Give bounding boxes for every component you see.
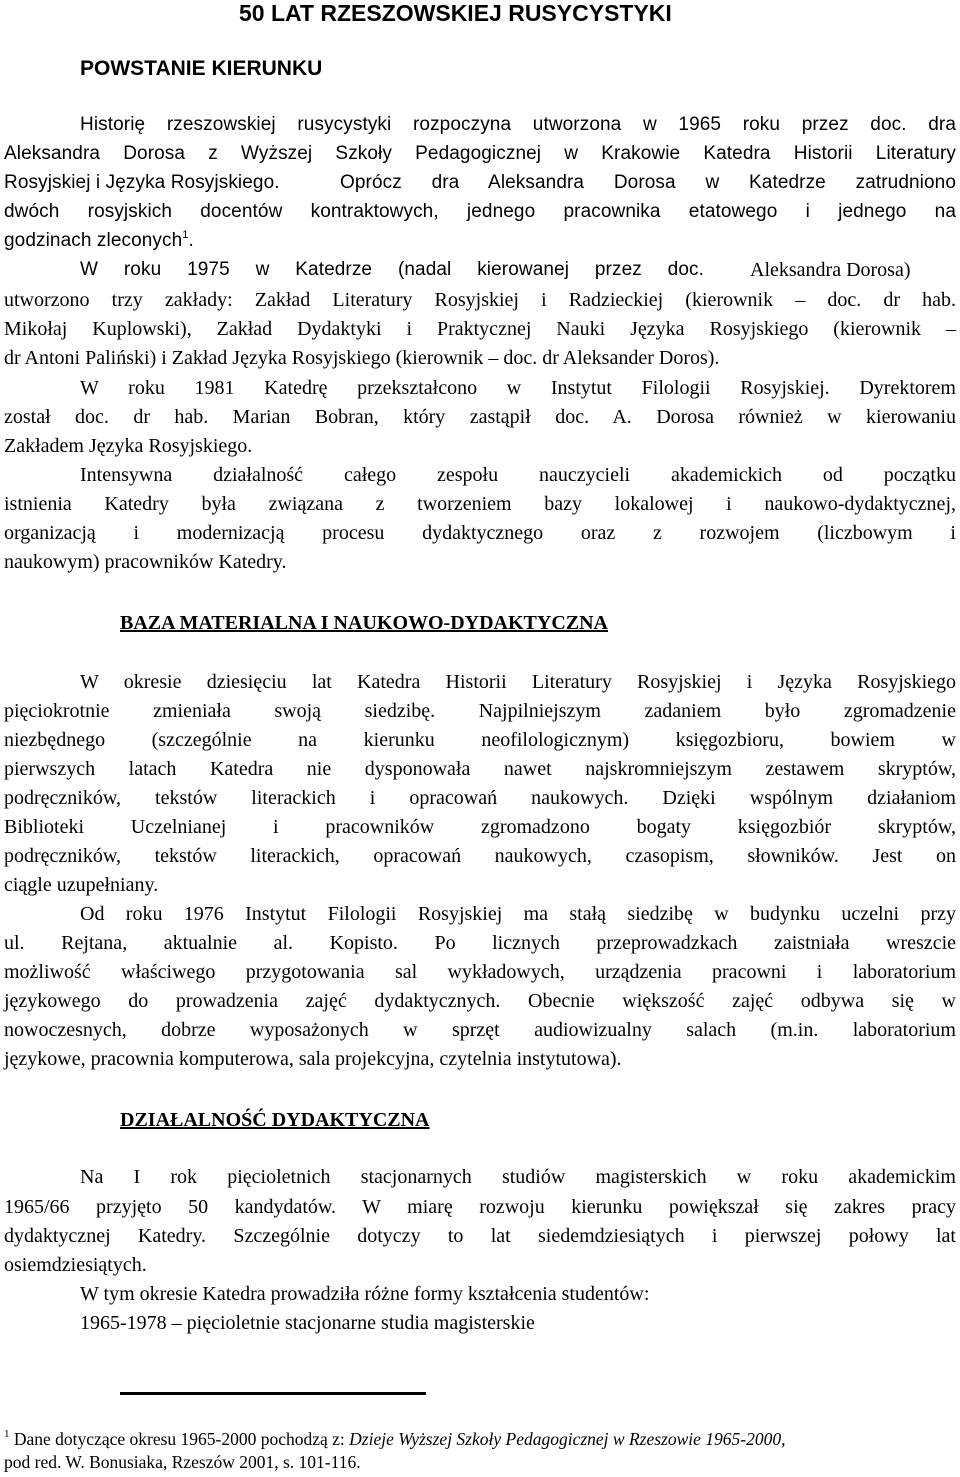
paragraph-line: językowe, pracownia komputerowa, sala projekcyjna, czytelnia instytutowa). xyxy=(4,1048,622,1070)
section-heading-baza: BAZA MATERIALNA I NAUKOWO-DYDAKTYCZNA xyxy=(120,612,608,634)
paragraph-line: W okresie dziesięciu lat Katedra Historii Literatury Rosyjskiej i Języka Rosyjskiego xyxy=(80,671,956,693)
footnote-separator xyxy=(120,1392,426,1395)
paragraph-line: podręczników, tekstów literackich, opracowań naukowych, czasopism, słowników. Jest on xyxy=(4,845,956,867)
section-heading-powstanie: POWSTANIE KIERUNKU xyxy=(80,57,323,80)
paragraph-line: Mikołaj Kuplowski), Zakład Dydaktyki i Praktycznej Nauki Języka Rosyjskiego (kierownik – xyxy=(4,318,956,340)
paragraph-line: Na I rok pięcioletnich stacjonarnych studiów magisterskich w roku akademickim xyxy=(80,1166,956,1188)
footnote-text: Dane dotyczące okresu 1965-2000 pochodzą z: xyxy=(13,1429,345,1449)
paragraph-line: został doc. dr hab. Marian Bobran, który zastąpił doc. A. Dorosa również w kierowaniu xyxy=(4,406,956,428)
paragraph-line: naukowym) pracowników Katedry. xyxy=(4,551,287,573)
paragraph-text: W roku 1975 w Katedrze (nadal kierowanej przez doc. xyxy=(80,259,704,280)
paragraph-line: Od roku 1976 Instytut Filologii Rosyjskiej ma stałą siedzibę w budynku uczelni przy xyxy=(80,903,956,925)
paragraph-line: ciągle uzupełniany. xyxy=(4,874,159,896)
paragraph-line: Historię rzeszowskiej rusycystyki rozpoczyna utworzona w 1965 roku przez doc. dra xyxy=(80,114,956,135)
paragraph-line: niezbędnego (szczególnie na kierunku neofilologicznym) księgozbioru, bowiem w xyxy=(4,729,956,751)
paragraph-line: Intensywna działalność całego zespołu nauczycieli akademickich od początku xyxy=(80,464,956,486)
paragraph-text: . xyxy=(188,230,194,251)
paragraph-line: dydaktycznej Katedry. Szczególnie dotyczy to lat siedemdziesiątych i pierwszej połowy lat xyxy=(4,1225,956,1247)
paragraph-text: Rosyjskiej i Języka Rosyjskiego. xyxy=(4,172,280,193)
paragraph-line: dr Antoni Paliński) i Zakład Języka Rosyjskiego (kierownik – doc. dr Aleksander Doros). xyxy=(4,347,720,369)
paragraph-text: Aleksandra Dorosa) xyxy=(750,259,911,281)
paragraph-line: organizacją i modernizacją procesu dydaktycznego oraz z rozwojem (liczbowym i xyxy=(4,522,956,544)
footnote xyxy=(4,1429,785,1450)
footnote-number: 1 xyxy=(4,1428,10,1440)
footnote-title: Dzieje Wyższej Szkoły Pedagogicznej w Rzeszowie 1965-2000, xyxy=(349,1429,786,1449)
paragraph-line: językowego do prowadzenia zajęć dydaktycznych. Obecnie większość zajęć odbywa się w xyxy=(4,990,956,1012)
paragraph-line: Biblioteki Uczelnianej i pracowników zgromadzono bogaty księgozbiór skryptów, xyxy=(4,816,956,838)
paragraph-line: 1965-1978 – pięcioletnie stacjonarne studia magisterskie xyxy=(80,1312,535,1334)
paragraph-line: dwóch rosyjskich docentów kontraktowych, jednego pracownika etatowego i jednego na xyxy=(4,201,956,222)
paragraph-line: podręczników, tekstów literackich i opracowań naukowych. Dzięki wspólnym działaniom xyxy=(4,787,956,809)
paragraph-line xyxy=(4,230,194,252)
paragraph-text: Oprócz dra Aleksandra Dorosa w Katedrze zatrudniono xyxy=(340,172,956,193)
section-heading-dzialalnosc: DZIAŁALNOŚĆ DYDAKTYCZNA xyxy=(120,1109,430,1131)
paragraph-line: Aleksandra Dorosa z Wyższej Szkoły Pedagogicznej w Krakowie Katedra Historii Literatury xyxy=(4,143,956,164)
footnote-ref: 1 xyxy=(182,229,189,241)
paragraph-line: ul. Rejtana, aktualnie al. Kopisto. Po licznych przeprowadzkach zaistniała wreszcie xyxy=(4,932,956,954)
paragraph-line: Zakładem Języka Rosyjskiego. xyxy=(4,435,253,457)
paragraph-line: możliwość właściwego przygotowania sal wykładowych, urządzenia pracowni i laboratorium xyxy=(4,961,956,983)
paragraph-line: osiemdziesiątych. xyxy=(4,1254,147,1276)
paragraph-line: W tym okresie Katedra prowadziła różne formy kształcenia studentów: xyxy=(80,1283,650,1305)
paragraph-line-mixed xyxy=(4,172,956,194)
paragraph-line: nowoczesnych, dobrze wyposażonych w sprzęt audiowizualny salach (m.in. laboratorium xyxy=(4,1019,956,1041)
paragraph-line: pięciokrotnie zmieniała swoją siedzibę. Najpilniejszym zadaniem było zgromadzenie xyxy=(4,700,956,722)
paragraph-line: pierwszych latach Katedra nie dysponowała nawet najskromniejszym zestawem skryptów, xyxy=(4,758,956,780)
footnote-continuation: pod red. W. Bonusiaka, Rzeszów 2001, s. 101-116. xyxy=(4,1452,361,1472)
page-title: 50 LAT RZESZOWSKIEJ RUSYCYSTYKI xyxy=(239,0,672,26)
paragraph-line: W roku 1981 Katedrę przekształcono w Instytut Filologii Rosyjskiej. Dyrektorem xyxy=(80,377,956,399)
paragraph-line: utworzono trzy zakłady: Zakład Literatury Rosyjskiej i Radzieckiej (kierownik – doc. dr hab. xyxy=(4,289,956,311)
paragraph-line: 1965/66 przyjęto 50 kandydatów. W miarę rozwoju kierunku powiększał się zakres pracy xyxy=(4,1196,956,1218)
paragraph-line: istnienia Katedry była związana z tworzeniem bazy lokalowej i naukowo-dydaktycznej, xyxy=(4,493,956,515)
paragraph-text: godzinach zleconych xyxy=(4,230,183,251)
